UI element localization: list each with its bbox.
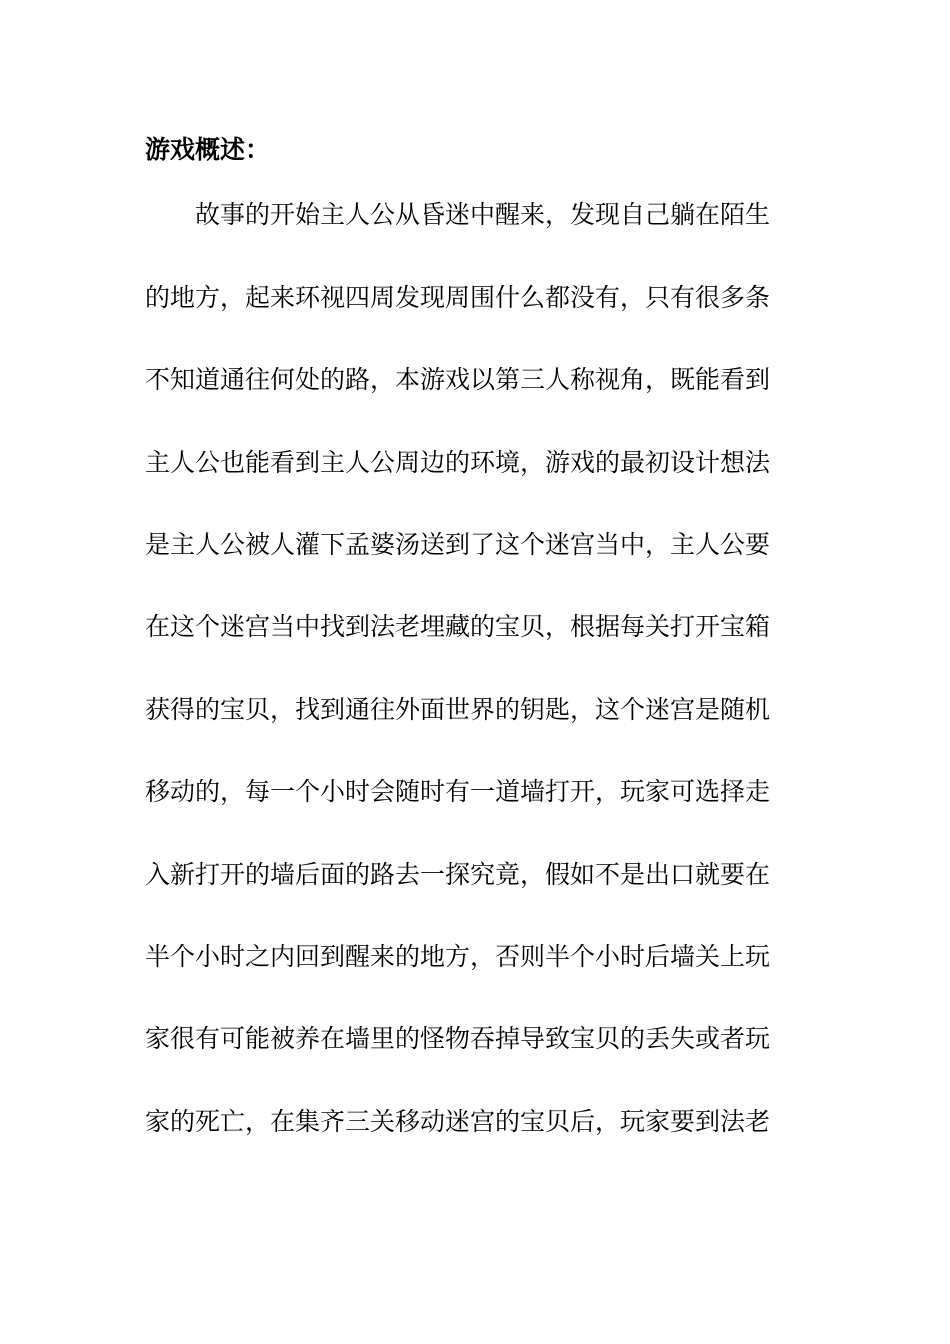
paragraph-line: 主人公也能看到主人公周边的环境，游戏的最初设计想法 (145, 448, 771, 477)
paragraph-line: 家的死亡，在集齐三关移动迷宫的宝贝后，玩家要到法老 (145, 1107, 771, 1136)
paragraph-line: 入新打开的墙后面的路去一探究竟，假如不是出口就要在 (145, 860, 771, 889)
paragraph-line: 故事的开始主人公从昏迷中醒来，发现自己躺在陌生 (195, 200, 771, 229)
paragraph-line: 获得的宝贝，找到通往外面世界的钥匙，这个迷宫是随机 (145, 695, 771, 724)
paragraph-line: 半个小时之内回到醒来的地方，否则半个小时后墙关上玩 (145, 942, 771, 971)
paragraph-line: 的地方，起来环视四周发现周围什么都没有，只有很多条 (145, 283, 771, 312)
section-heading: 游戏概述： (145, 135, 271, 164)
paragraph-line: 移动的，每一个小时会随时有一道墙打开，玩家可选择走 (145, 777, 771, 806)
paragraph-line: 是主人公被人灌下孟婆汤送到了这个迷宫当中，主人公要 (145, 530, 771, 559)
paragraph-line: 在这个迷宫当中找到法老埋藏的宝贝，根据每关打开宝箱 (145, 612, 771, 641)
paragraph-line: 家很有可能被养在墙里的怪物吞掉导致宝贝的丢失或者玩 (145, 1024, 771, 1053)
paragraph-line: 不知道通往何处的路，本游戏以第三人称视角，既能看到 (145, 365, 771, 394)
